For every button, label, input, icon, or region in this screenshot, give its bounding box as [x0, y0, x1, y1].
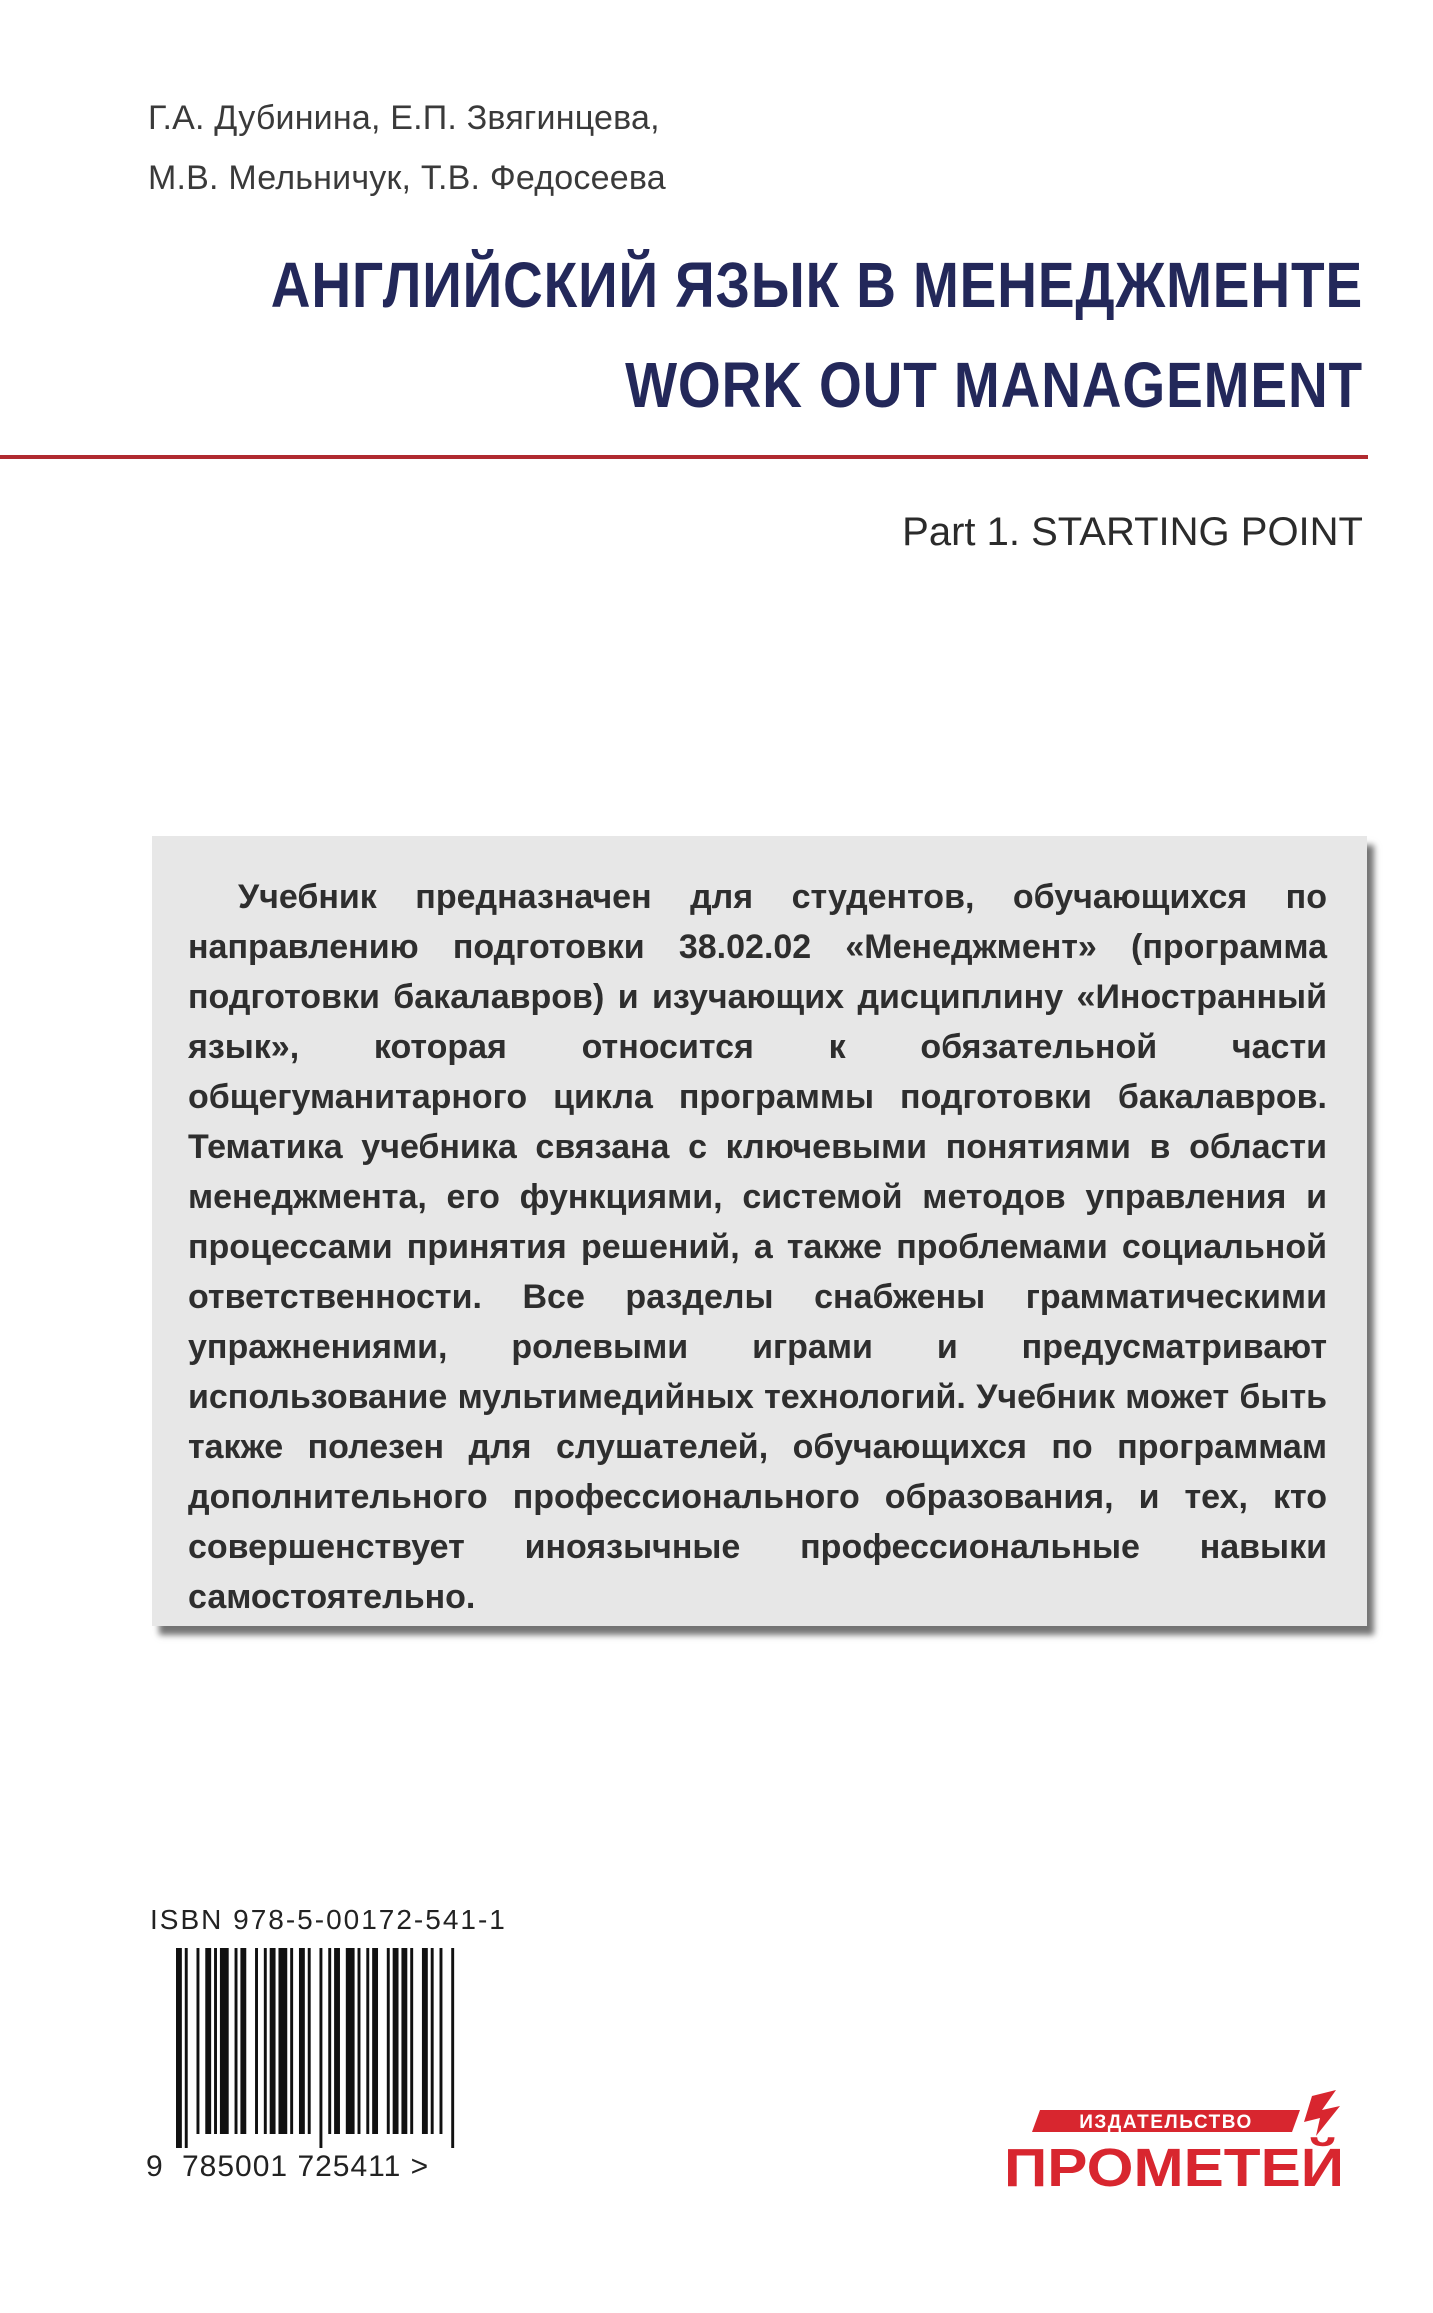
barcode-bar: [366, 1948, 369, 2134]
barcode-bar: [372, 1948, 378, 2134]
barcode-bar: [214, 1948, 217, 2134]
barcode-bar: [290, 1948, 293, 2134]
barcode-bar: [235, 1948, 238, 2134]
barcode-bar: [440, 1948, 443, 2134]
barcode-bar: [410, 1948, 413, 2134]
barcode-bar: [431, 1948, 434, 2134]
barcode-icon: [176, 1948, 460, 2148]
barcode-bar: [393, 1948, 399, 2134]
barcode-bar: [334, 1948, 340, 2134]
barcode-bar: [401, 1948, 407, 2134]
barcode-bar: [196, 1948, 199, 2134]
authors-line-2: М.В. Мельничук, Т.В. Федосеева: [148, 159, 666, 197]
barcode-bar: [240, 1948, 246, 2134]
authors-block: [148, 88, 666, 208]
isbn-label: ISBN 978-5-00172-541-1: [150, 1904, 507, 1935]
publisher-logo: [1000, 2088, 1360, 2198]
barcode-bar: [319, 1948, 322, 2148]
barcode-bar: [299, 1948, 305, 2134]
authors-line-1: Г.А. Дубинина, Е.П. Звягинцева,: [148, 99, 660, 137]
barcode-bar: [176, 1948, 182, 2148]
barcode-bar: [422, 1948, 428, 2134]
red-divider: [0, 455, 1368, 459]
barcode-bar: [308, 1948, 311, 2134]
title-russian: АНГЛИЙСКИЙ ЯЗЫК В МЕНЕДЖМЕНТЕ: [270, 249, 1363, 321]
barcode-bar: [185, 1948, 188, 2148]
barcode-bar: [278, 1948, 287, 2134]
barcode-bar: [264, 1948, 267, 2134]
barcode-bar: [205, 1948, 211, 2134]
barcode-digits: [146, 2150, 429, 2184]
part-subtitle: Part 1. STARTING POINT: [902, 510, 1363, 554]
publisher-label: ИЗДАТЕЛЬСТВО: [1079, 2112, 1253, 2133]
annotation-box: [152, 836, 1367, 1626]
barcode-bar: [255, 1948, 258, 2134]
barcode-bar: [387, 1948, 390, 2134]
barcode-first-digit: 9: [146, 2150, 164, 2183]
barcode-bar: [451, 1948, 454, 2148]
barcode-bar: [220, 1948, 229, 2134]
title-english: WORK OUT MANAGEMENT: [625, 349, 1363, 421]
barcode-bar: [270, 1948, 276, 2134]
barcode-number: 785001 725411 >: [182, 2150, 430, 2183]
barcode-bar: [346, 1948, 355, 2134]
prometey-logo-icon: [1000, 2088, 1360, 2198]
publisher-name: ПРОМЕТЕЙ: [1004, 2138, 1309, 2198]
book-title: [271, 235, 1363, 435]
barcode-bar: [328, 1948, 331, 2134]
barcode-bar: [358, 1948, 361, 2134]
annotation-text: Учебник предназначен для студентов, обучающихся по направлению подготовки 38.02.02 «Менеджмент» (программа подготовки бакалавров) и изучающих дисциплину «Иностранный язык», которая относится к обязательной части общегуманитарного цикла программы подготовки бакалавров. Тематика учебника связана с ключевыми понятиями в области менеджмента, его функциями, системой методов управления и процессами принятия решений, а также проблемами социальной ответственности. Все разделы снабжены грамматическими упражнениями, ролевыми играми и предусматривают использование мультимедийных технологий. Учебник может быть также полезен для слушателей, обучающихся по программам дополнительного профессионального образования, и тех, кто совершенствует иноязычные профессиональные навыки самостоятельно.: [188, 878, 1327, 1616]
